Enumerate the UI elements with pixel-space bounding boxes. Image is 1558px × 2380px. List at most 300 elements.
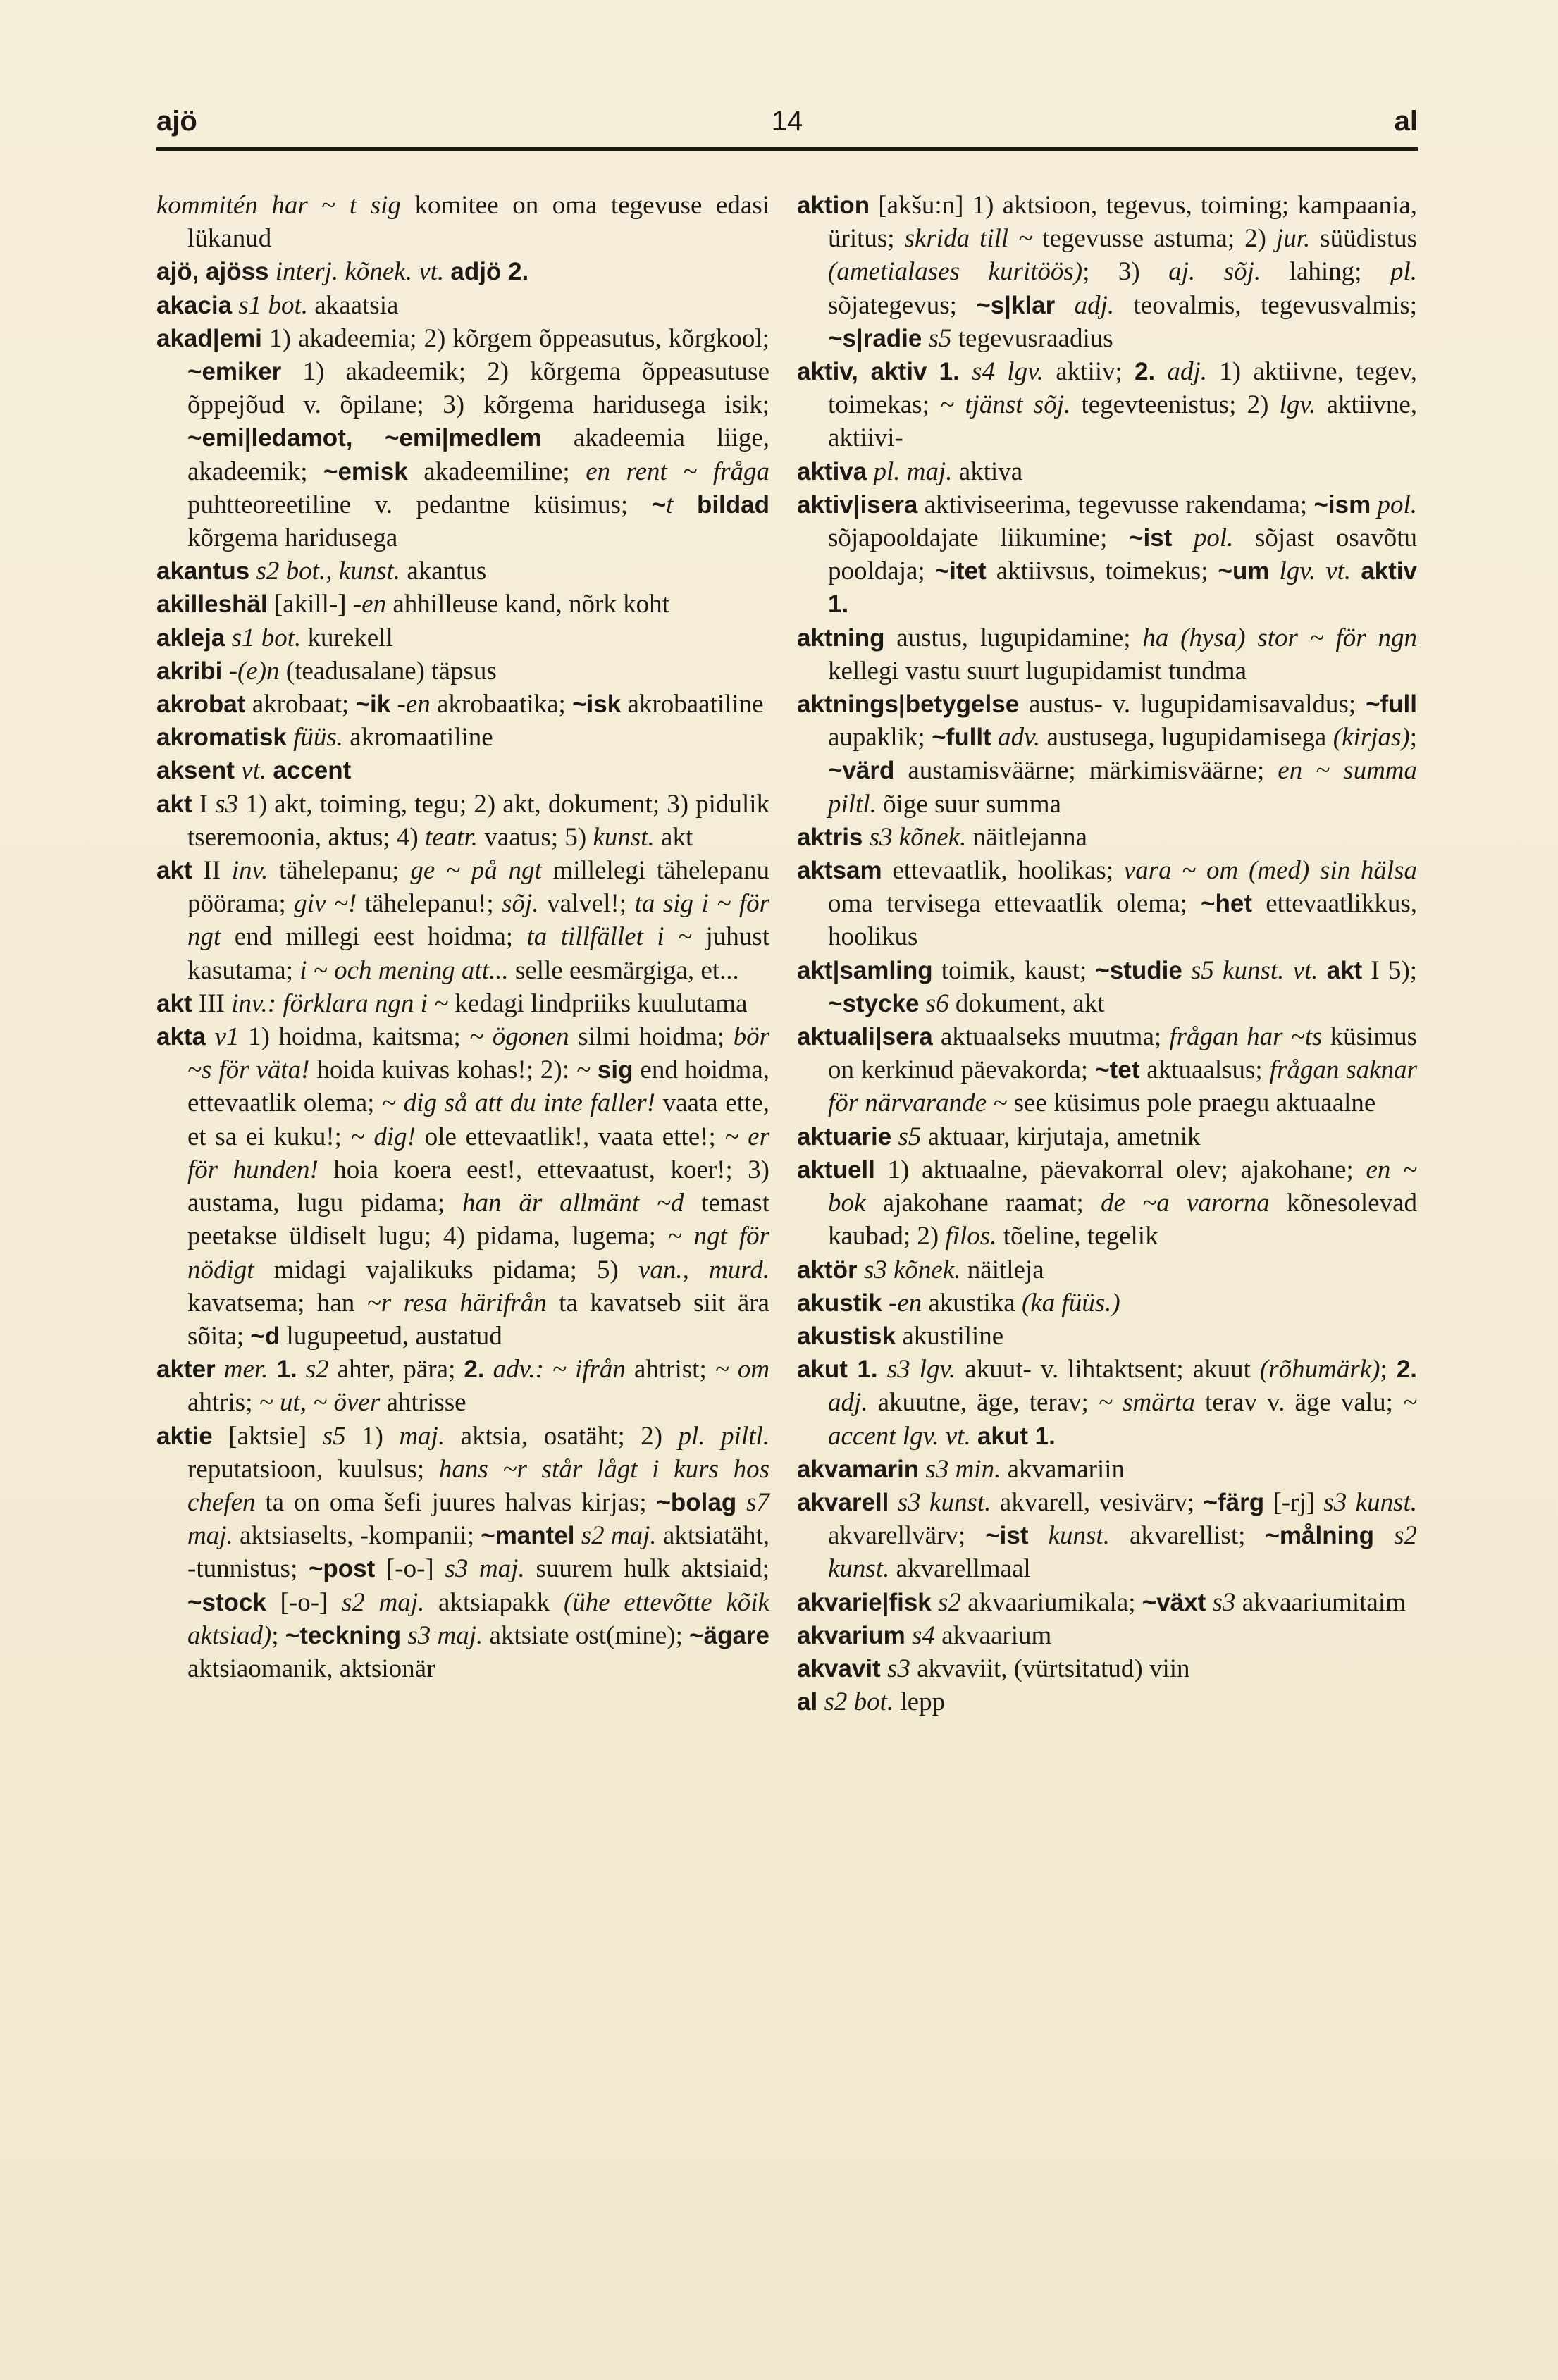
italic-label: s2 bbox=[938, 1587, 961, 1617]
definition-text bbox=[971, 1422, 977, 1451]
definition-text bbox=[960, 357, 972, 386]
headword: akantus bbox=[156, 557, 250, 585]
italic-label: füüs. bbox=[293, 723, 344, 752]
dictionary-entry bbox=[797, 1020, 1417, 1120]
italic-label: -en bbox=[352, 590, 387, 619]
definition-text: austusega, lugupidamisega bbox=[1040, 723, 1333, 752]
dictionary-entry bbox=[156, 854, 769, 987]
definition-text: I 5); bbox=[1362, 955, 1418, 985]
dictionary-entry bbox=[156, 721, 769, 754]
italic-label: s3 bbox=[215, 789, 239, 819]
definition-text: III bbox=[192, 988, 232, 1018]
headword: aktuali|sera bbox=[797, 1023, 933, 1051]
headword: ~färg bbox=[1203, 1488, 1265, 1516]
definition-text: 1) aktuaalne, päevakorral olev; ajakohane; bbox=[874, 1155, 1366, 1184]
headword: akt bbox=[1326, 956, 1363, 984]
italic-label: (rõhumärk) bbox=[1259, 1355, 1380, 1384]
headword: aktiv 1. bbox=[828, 557, 1417, 619]
definition-text: austus- v. lugupidamisavaldus; bbox=[1019, 690, 1366, 719]
headword: ~d bbox=[250, 1322, 280, 1350]
italic-label: vt. bbox=[241, 756, 267, 786]
definition-text bbox=[1172, 523, 1194, 552]
italic-label: s4 bbox=[911, 1620, 935, 1650]
headword: 1. bbox=[276, 1356, 297, 1384]
dictionary-entry bbox=[156, 788, 769, 854]
dictionary-entry bbox=[797, 488, 1417, 621]
headword: aktiv, aktiv bbox=[797, 358, 927, 386]
italic-label: s6 bbox=[925, 988, 949, 1018]
headword: ~målning bbox=[1265, 1522, 1375, 1550]
headword: akvarium bbox=[797, 1621, 905, 1649]
headword: ~um bbox=[1218, 557, 1270, 585]
headword: ~fullt bbox=[932, 724, 991, 752]
headword: ~bolag bbox=[656, 1488, 737, 1516]
headword: ~ik bbox=[355, 690, 391, 719]
italic-label: ta sig i ~ för ngt bbox=[187, 889, 770, 952]
definition-text bbox=[905, 1621, 912, 1650]
definition-text: akadeemiline; bbox=[407, 457, 586, 486]
definition-text bbox=[1206, 1588, 1212, 1617]
italic-label: ~ smärta bbox=[1099, 1388, 1195, 1418]
definition-text: hoida kuivas kohas!; 2): bbox=[309, 1055, 576, 1085]
headword: akt|samling bbox=[797, 956, 933, 984]
header-guide-word-left: ajö bbox=[156, 106, 197, 137]
definition-text: [-o-] bbox=[266, 1587, 342, 1617]
italic-label: pl. maj. bbox=[873, 457, 953, 486]
definition-text bbox=[485, 1355, 493, 1384]
definition-text: ta on oma šefi juures halvas kirjas; bbox=[255, 1487, 657, 1517]
italic-label: s3 bbox=[1212, 1587, 1236, 1617]
definition-text: [-rj] bbox=[1264, 1487, 1324, 1517]
definition-text: tegevusraadius bbox=[951, 323, 1113, 353]
headword: akt bbox=[156, 989, 192, 1017]
italic-label: s2 maj. bbox=[342, 1587, 425, 1617]
headword: ~studie bbox=[1095, 956, 1182, 984]
italic-label: filos. bbox=[945, 1222, 997, 1251]
definition-text: suurem hulk aktsiaid; bbox=[524, 1554, 769, 1584]
definition-text: (teadusalane) täpsus bbox=[279, 656, 497, 686]
headword: akvarie|fisk bbox=[797, 1588, 932, 1616]
italic-label: -(e)n bbox=[228, 656, 280, 686]
headword: ~s|klar bbox=[976, 291, 1056, 319]
headword: ~emi|ledamot, ~emi|medlem bbox=[187, 424, 542, 452]
italic-label: i ~ och mening att... bbox=[299, 955, 509, 985]
italic-label: vara ~ om (med) sin hälsa bbox=[1123, 856, 1418, 886]
definition-text bbox=[858, 1256, 864, 1284]
dictionary-entry bbox=[797, 1153, 1417, 1253]
definition-text bbox=[266, 756, 273, 785]
headword: ~het bbox=[1201, 890, 1252, 918]
italic-label: de ~a varorna bbox=[1101, 1189, 1270, 1218]
italic-label: giv ~! bbox=[294, 889, 357, 919]
definition-text: [akill-] bbox=[267, 590, 353, 619]
headword: 1. bbox=[939, 358, 960, 386]
dictionary-entry bbox=[797, 1453, 1417, 1486]
italic-label: jur. bbox=[1275, 224, 1311, 254]
definition-text: [akšu:n] 1) aktsioon, tegevus, toiming; kampaania, üritus; bbox=[828, 191, 1417, 254]
headword: aktör bbox=[797, 1256, 858, 1284]
headword: aktion bbox=[797, 192, 870, 219]
definition-text: silmi hoidma; bbox=[569, 1022, 734, 1052]
italic-label: s5 bbox=[898, 1122, 922, 1151]
definition-text bbox=[225, 624, 231, 652]
definition-text bbox=[991, 723, 998, 752]
definition-text bbox=[206, 1022, 215, 1051]
definition-text: akvarellmaal bbox=[889, 1554, 1031, 1584]
italic-label: inv.: förklara ngn i ~ bbox=[231, 988, 449, 1018]
headword: aktie bbox=[156, 1422, 213, 1450]
headword: aktnings|betygelse bbox=[797, 690, 1020, 719]
headword: akilleshäl bbox=[156, 590, 268, 619]
dictionary-entry bbox=[156, 987, 769, 1020]
dictionary-entry bbox=[156, 189, 769, 255]
headword: ~mantel bbox=[481, 1522, 575, 1550]
definition-text bbox=[1029, 1521, 1049, 1550]
definition-text: [-o-] bbox=[375, 1554, 445, 1584]
dictionary-entry bbox=[797, 954, 1417, 1020]
headword: ~ägare bbox=[689, 1621, 770, 1649]
italic-label: en ~ summa piltl. bbox=[828, 756, 1418, 819]
definition-text: I bbox=[192, 789, 216, 819]
dictionary-entry bbox=[797, 1353, 1417, 1453]
dictionary-entry bbox=[797, 355, 1417, 455]
headword: akribi bbox=[156, 657, 223, 685]
italic-label: pl. bbox=[1390, 257, 1417, 287]
italic-label: adv. bbox=[998, 723, 1041, 752]
definition-text: juhust kasutama; bbox=[187, 922, 769, 985]
italic-label: sõj. bbox=[502, 889, 539, 919]
definition-text bbox=[401, 1621, 407, 1650]
definition-text: akvaariumitaim bbox=[1235, 1587, 1406, 1617]
definition-text: ahtrisse bbox=[380, 1388, 466, 1418]
italic-label: s2 kunst. bbox=[828, 1521, 1418, 1584]
definition-text bbox=[881, 1654, 887, 1683]
headword: akt bbox=[156, 857, 192, 885]
page-number: 14 bbox=[771, 106, 803, 137]
definition-text: millelegi tähelepanu pöörama; bbox=[187, 856, 769, 919]
italic-label: ha (hysa) stor ~ för ngn bbox=[1142, 623, 1417, 652]
dictionary-entry bbox=[797, 1619, 1417, 1652]
definition-text: ahter, pära; bbox=[328, 1355, 464, 1384]
dictionary-entry bbox=[156, 1420, 769, 1686]
headword: aktris bbox=[797, 823, 863, 851]
left-column bbox=[156, 189, 769, 1685]
dictionary-entry bbox=[797, 688, 1417, 821]
italic-label: ~ bbox=[576, 1055, 591, 1085]
dictionary-entry bbox=[797, 189, 1417, 355]
italic-label: hans ~r står lågt i kurs hos chefen bbox=[187, 1454, 769, 1517]
definition-text bbox=[919, 989, 925, 1018]
italic-label: s1 bot. bbox=[238, 290, 308, 320]
definition-text bbox=[1318, 956, 1327, 985]
definition-text: 1) akadeemia; 2) kõrgem õppeasutus, kõrgkool; bbox=[261, 323, 769, 353]
italic-label: s3 maj. bbox=[407, 1620, 483, 1650]
italic-label: teatr. bbox=[425, 822, 478, 852]
definition-text: aktiva bbox=[952, 457, 1023, 486]
italic-label: inv. bbox=[231, 856, 268, 886]
italic-label: kunst. bbox=[593, 822, 655, 852]
definition-text: akuutne, äge, terav; bbox=[867, 1388, 1099, 1418]
definition-text: aktiivne, aktiivi- bbox=[828, 390, 1418, 453]
definition-text: tähelepanu; bbox=[268, 856, 411, 886]
italic-label: s5 bbox=[322, 1421, 346, 1451]
italic-label: s2 maj. bbox=[581, 1521, 657, 1551]
headword: ~isk bbox=[572, 690, 622, 719]
definition-text: II bbox=[192, 856, 232, 886]
definition-text: akvaarium bbox=[934, 1620, 1052, 1650]
definition-text: akrobaat; bbox=[245, 690, 356, 719]
italic-label: -en bbox=[888, 1288, 922, 1318]
right-column bbox=[797, 189, 1417, 1718]
definition-text bbox=[1155, 357, 1167, 386]
italic-label: bör ~s för väta! bbox=[187, 1022, 770, 1085]
definition-text: ; 3) bbox=[1082, 257, 1169, 287]
headword: ~stycke bbox=[828, 989, 920, 1017]
headword: akt bbox=[156, 790, 192, 818]
headword: ~post bbox=[308, 1555, 376, 1583]
dictionary-entry bbox=[797, 1253, 1417, 1287]
definition-text: akrobaatika; bbox=[430, 690, 573, 719]
definition-text: näitlejanna bbox=[966, 822, 1087, 852]
headword: aktuell bbox=[797, 1155, 875, 1184]
definition-text: akuut- v. lihtaktsent; akuut bbox=[956, 1355, 1260, 1384]
dictionary-entry bbox=[797, 1652, 1417, 1685]
italic-label: s1 bot. bbox=[231, 623, 302, 652]
italic-label: s3 bbox=[886, 1654, 910, 1683]
headword: al bbox=[797, 1688, 818, 1716]
italic-label: (ka füüs.) bbox=[1021, 1288, 1120, 1318]
definition-text: midagi vajalikuks pidama; 5) bbox=[254, 1255, 638, 1284]
definition-text: akt bbox=[654, 822, 693, 852]
italic-label: kunst. bbox=[1048, 1521, 1110, 1551]
definition-text: ; bbox=[271, 1620, 285, 1650]
italic-label: ta tillfället i ~ bbox=[526, 922, 693, 952]
definition-text: aktiviseerima, tegevusse rakendama; bbox=[917, 490, 1314, 519]
italic-label: (ametialases kuritöös) bbox=[828, 257, 1083, 287]
headword: ~itet bbox=[934, 557, 987, 585]
definition-text: aktuaalseks muutma; bbox=[932, 1022, 1170, 1052]
headword: aktning bbox=[797, 624, 885, 652]
headword: ~ bbox=[651, 490, 667, 519]
definition-text bbox=[932, 1588, 938, 1617]
definition-text bbox=[216, 1355, 224, 1384]
italic-label: ~ dig! bbox=[350, 1122, 416, 1151]
definition-text: sõjast osavõtu pooldaja; bbox=[828, 523, 1417, 586]
definition-text bbox=[1182, 956, 1191, 985]
dictionary-entry bbox=[797, 854, 1417, 954]
headword: 2. bbox=[1396, 1356, 1418, 1384]
definition-text: 1) hoidma, kaitsma; bbox=[239, 1022, 470, 1052]
definition-text: ta kavatseb siit ära sõita; bbox=[187, 1288, 769, 1351]
definition-text bbox=[297, 1355, 306, 1384]
definition-text bbox=[1269, 557, 1279, 585]
italic-label: lgv. bbox=[1279, 390, 1316, 420]
italic-label: (ühe ettevõtte kõik aktsiad) bbox=[187, 1587, 769, 1650]
italic-label: frågan har ~ts bbox=[1169, 1022, 1323, 1052]
definition-text: temast peetakse üldiselt lugu; 4) pidama, lugema; bbox=[187, 1189, 769, 1251]
definition-text bbox=[927, 357, 939, 386]
italic-label: s3 maj. bbox=[445, 1554, 525, 1584]
definition-text: akrobaatiline bbox=[621, 690, 764, 719]
headword: ~växt bbox=[1142, 1588, 1206, 1616]
italic-label: pol. bbox=[1193, 523, 1234, 553]
headword: ~emiker bbox=[187, 358, 282, 386]
definition-text bbox=[591, 1055, 598, 1084]
dictionary-entry bbox=[797, 1287, 1417, 1320]
definition-text bbox=[922, 324, 928, 353]
italic-label: ~ ögonen bbox=[469, 1022, 569, 1052]
headword: adjö 2. bbox=[450, 258, 529, 286]
dictionary-entry bbox=[797, 1120, 1417, 1153]
definition-text bbox=[235, 756, 241, 785]
dictionary-entry bbox=[156, 322, 769, 554]
definition-text: reputatsioon, kuulsus; bbox=[187, 1454, 439, 1484]
italic-label: s3 kõnek. bbox=[863, 1255, 961, 1284]
definition-text: kõnesolevad kaubad; 2) bbox=[828, 1189, 1417, 1251]
headword: akacia bbox=[156, 291, 233, 319]
dictionary-entry bbox=[797, 821, 1417, 854]
dictionary-entry bbox=[797, 621, 1417, 688]
definition-text: valvel!; bbox=[538, 889, 635, 919]
italic-label: t bbox=[666, 490, 674, 519]
definition-text: akvarell, vesivärv; bbox=[991, 1487, 1204, 1517]
italic-label: s3 min. bbox=[925, 1454, 1001, 1484]
headword: ajö, ajöss bbox=[156, 258, 269, 286]
definition-text bbox=[1055, 291, 1074, 320]
definition-text bbox=[673, 490, 697, 519]
headword: akromatisk bbox=[156, 724, 287, 752]
definition-text: aktsiatäht, -tunnistus; bbox=[187, 1521, 769, 1584]
dictionary-entry bbox=[156, 1353, 769, 1419]
italic-label: aj. sõj. bbox=[1168, 257, 1261, 287]
definition-text: 1) bbox=[345, 1421, 400, 1451]
headword: sig bbox=[597, 1056, 633, 1084]
definition-text: akustiline bbox=[896, 1321, 1004, 1351]
definition-text: kavatsema; han bbox=[187, 1288, 367, 1318]
definition-text: süüdistus bbox=[1310, 224, 1418, 254]
dictionary-entry bbox=[797, 1486, 1417, 1586]
definition-text: tegevusse astuma; 2) bbox=[1032, 224, 1276, 254]
headword: ~teckning bbox=[285, 1621, 402, 1649]
headword: ~ist bbox=[1129, 524, 1173, 552]
definition-text bbox=[232, 291, 238, 320]
definition-text bbox=[249, 557, 256, 585]
italic-label: s5 bbox=[928, 323, 952, 353]
headword: akter bbox=[156, 1356, 216, 1384]
italic-label: ge ~ på ngt bbox=[410, 856, 542, 886]
italic-label: adj. bbox=[1074, 290, 1115, 320]
italic-label: en ~ bok bbox=[828, 1155, 1417, 1218]
definition-text: akadeemia liige, akadeemik; bbox=[187, 423, 770, 486]
headword: accent bbox=[273, 757, 352, 785]
dictionary-entry bbox=[797, 1586, 1417, 1619]
headword: 2. bbox=[464, 1356, 485, 1384]
italic-label: s4 lgv. bbox=[972, 357, 1044, 387]
definition-text: näitleja bbox=[960, 1255, 1044, 1284]
definition-text: end millegi eest hoidma; bbox=[221, 922, 527, 952]
header-rule bbox=[156, 147, 1418, 151]
dictionary-entry bbox=[797, 1685, 1417, 1718]
definition-text: ajakohane raamat; bbox=[865, 1189, 1101, 1218]
definition-text: teovalmis, tegevusvalmis; bbox=[1114, 290, 1417, 320]
definition-text: puhtteoreetiline v. pedantne küsimus; bbox=[187, 490, 652, 519]
definition-text: lahing; bbox=[1261, 257, 1390, 287]
italic-label: van., murd. bbox=[638, 1255, 769, 1284]
definition-text bbox=[269, 257, 276, 286]
definition-text: vaata ette, et sa ei kuku!; bbox=[187, 1089, 769, 1151]
italic-label: t sig bbox=[349, 191, 401, 220]
definition-text: tõeline, tegelik bbox=[996, 1222, 1158, 1251]
headword: aktiva bbox=[797, 457, 867, 485]
definition-text: aktsiaselts, -kompanii; bbox=[233, 1521, 481, 1551]
definition-text: akvarellvärv; bbox=[828, 1521, 986, 1551]
definition-text: aktuaar, kirjutaja, ametnik bbox=[921, 1122, 1201, 1151]
definition-text: akvarellist; bbox=[1109, 1521, 1266, 1551]
italic-label: maj. bbox=[399, 1421, 445, 1451]
headword: akvavit bbox=[797, 1654, 881, 1682]
italic-label: adj. bbox=[828, 1388, 868, 1418]
definition-text: aupaklik; bbox=[828, 723, 932, 752]
definition-text bbox=[863, 823, 869, 852]
italic-label: ~ accent lgv. vt. bbox=[828, 1388, 1417, 1451]
definition-text: akvaviit, (vürtsitatud) viin bbox=[910, 1654, 1190, 1683]
italic-label: ~ er för hunden! bbox=[187, 1122, 769, 1184]
headword: akustik bbox=[797, 1289, 882, 1317]
definition-text: kedagi lindpriiks kuulutama bbox=[448, 988, 748, 1018]
definition-text: ; bbox=[1380, 1355, 1397, 1384]
italic-label: pol. bbox=[1377, 490, 1418, 519]
definition-text: ahtrist; bbox=[625, 1355, 715, 1384]
italic-label: s2 bot., kunst. bbox=[256, 557, 401, 586]
definition-text bbox=[268, 1355, 276, 1384]
definition-text: õige suur summa bbox=[876, 789, 1061, 819]
definition-text bbox=[1351, 557, 1361, 585]
italic-label: s3 kunst. bbox=[1323, 1487, 1418, 1517]
definition-text: ole ettevaatlik!, vaata ette!; bbox=[415, 1122, 725, 1151]
italic-label: s3 lgv. bbox=[886, 1355, 956, 1384]
headword: aktuarie bbox=[797, 1122, 892, 1151]
definition-text: aktsia, osatäht; 2) bbox=[445, 1421, 679, 1451]
headword: akad|emi bbox=[156, 324, 262, 352]
italic-label: adj. bbox=[1167, 357, 1208, 387]
definition-text: aktuaalsus; bbox=[1139, 1055, 1270, 1085]
italic-label: skrida till ~ bbox=[904, 224, 1033, 254]
definition-text bbox=[889, 1488, 897, 1517]
italic-label: lgv. vt. bbox=[1279, 557, 1352, 586]
italic-label: ~ dig så att du inte faller! bbox=[382, 1089, 656, 1118]
definition-text: küsimus on kerkinud päevakorda; bbox=[828, 1022, 1418, 1085]
definition-text: [aktsie] bbox=[212, 1421, 323, 1451]
headword: ~stock bbox=[187, 1588, 266, 1616]
headword: akleja bbox=[156, 624, 225, 652]
italic-label: interj. kõnek. vt. bbox=[275, 257, 445, 287]
definition-text: toimik, kaust; bbox=[932, 955, 1096, 985]
dictionary-entry bbox=[156, 1020, 769, 1353]
italic-label: ~r resa härifrån bbox=[366, 1288, 547, 1318]
definition-text bbox=[878, 1355, 887, 1384]
italic-label: han är allmänt ~d bbox=[462, 1189, 684, 1218]
italic-label: en rent ~ fråga bbox=[586, 457, 769, 486]
definition-text: kurekell bbox=[301, 623, 393, 652]
definition-text: komitee on oma tegevuse edasi lükanud bbox=[187, 191, 769, 254]
headword: ~värd bbox=[828, 757, 895, 785]
definition-text: 1) akadeemik; 2) kõrgema õppeasutuse õppejõud v. õpilane; 3) kõrgema haridusega isik; bbox=[187, 357, 769, 420]
definition-text: akromaatiline bbox=[343, 723, 493, 752]
definition-text: akantus bbox=[400, 557, 487, 586]
headword: ~ism bbox=[1313, 490, 1371, 519]
definition-text: sõjapooldajate liikumine; bbox=[828, 523, 1129, 553]
dictionary-entry bbox=[156, 754, 769, 787]
